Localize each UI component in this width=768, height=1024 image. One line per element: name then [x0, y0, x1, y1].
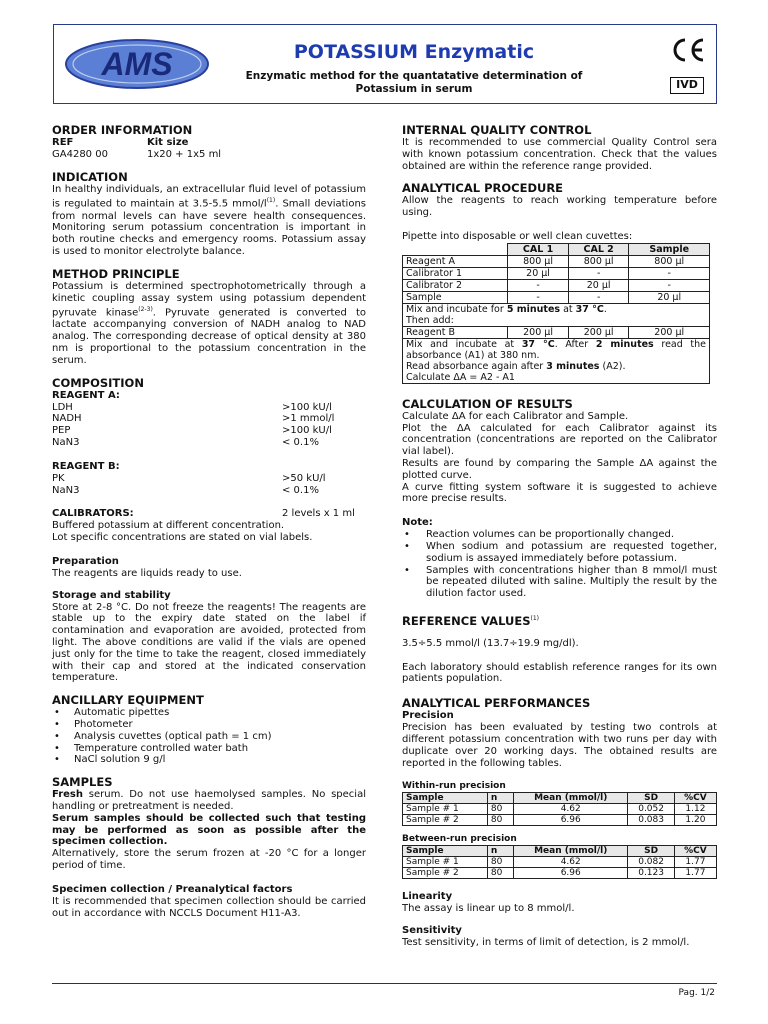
table-row: Sample # 1 80 4.62 0.082 1.77	[403, 857, 717, 868]
reagent-a-label: REAGENT A:	[52, 389, 120, 401]
collection-heading: Specimen collection / Preanalytical factors	[52, 883, 293, 895]
note-label: Note:	[402, 517, 433, 529]
table-row: Sample # 1 80 4.62 0.052 1.12	[403, 804, 717, 815]
between-run-table	[402, 845, 717, 879]
samples-fresh-text: Fresh serum. Do not use haemolysed samples. No special handling or pretreatment is needed.	[52, 789, 366, 812]
subtitle-line-1: Enzymatic method for the quantatative determination of	[245, 70, 583, 82]
ancillary-list	[52, 707, 366, 766]
ams-logo	[64, 38, 210, 90]
method-heading: METHOD PRINCIPLE	[52, 266, 180, 281]
preparation-heading: Preparation	[52, 555, 119, 567]
sensitivity-text: Test sensitivity, in terms of limit of detection, is 2 mmol/l.	[402, 937, 690, 949]
storage-heading: Storage and stability	[52, 589, 171, 601]
table-row: Calibrator 2 - 20 µl -	[403, 279, 710, 291]
samples-heading: SAMPLES	[52, 775, 113, 790]
performances-heading: ANALYTICAL PERFORMANCES	[402, 696, 591, 711]
table-row: Mix and incubate for 5 minutes at 37 °C. Then add:	[403, 303, 710, 326]
preparation-text: The reagents are liquids ready to use.	[52, 567, 242, 579]
document-header	[53, 24, 717, 104]
table-row: Sample # 2 80 6.96 0.123 1.77	[403, 868, 717, 879]
procedure-text: Allow the reagents to reach working temperature before using.	[402, 195, 717, 219]
kit-size-label: Kit size	[147, 137, 189, 148]
list-item: • Reaction volumes can be proportionally changed.	[402, 529, 717, 541]
table-row: Mix and incubate at 37 °C. After 2 minutes read the absorbance (A1) at 380 nm. Read absorbance again after 3 minutes (A2). Calculate ΔA = A2 - A1	[403, 338, 710, 383]
left-column	[52, 124, 366, 919]
subtitle-line-2: Potassium in serum	[355, 83, 473, 95]
ref-value: GA4280 00	[52, 148, 108, 160]
list-item: • Samples with concentrations higher than 8 mmol/l must be repeated diluted with saline. Multiply the result by the dilution factor used.	[402, 565, 717, 600]
calibrators-line-1: Buffered potassium at different concentration.	[52, 520, 285, 532]
within-run-table	[402, 792, 717, 826]
precision-label: Precision	[402, 710, 454, 722]
logo-text: AMS	[101, 46, 173, 82]
indication-text: In healthy individuals, an extracellular fluid level of potassium is regulated to maintain at 3.5-5.5 mmol/$l^{(1)}$. Small deviations from normal levels can have severe health consequences. Monitoring serum potassium concentration is important in both routine checks and emergency rooms. Potassium assay is used to monitor electrolyte balance.	[52, 183, 367, 257]
iqc-heading: INTERNAL QUALITY CONTROL	[402, 123, 592, 137]
procedure-heading: ANALYTICAL PROCEDURE	[402, 181, 564, 196]
table-row: Reagent B 200 µl 200 µl 200 µl	[403, 326, 710, 338]
within-run-label: Within-run precision	[402, 781, 506, 792]
ancillary-heading: ANCILLARY EQUIPMENT	[52, 693, 204, 708]
document-title: POTASSIUM Enzymatic	[293, 41, 535, 63]
footer-divider	[52, 983, 717, 984]
calc-p1: Calculate ΔA for each Calibrator and Sample.	[402, 410, 629, 422]
reference-heading: REFERENCE VALUES$^{(1)}$	[402, 613, 539, 628]
storage-text: Store at 2-8 °C. Do not freeze the reagents! The reagents are stable up to the expiry date stated on the label if contamination and evaporation are avoided, protected from light. The above conditions are valid if the vials are opened just only for the time to take the reagent, closed immediately with their cap and stored at the indicated conservation temperature.	[52, 601, 366, 684]
reference-value: 3.5÷5.5 mmol/l (13.7÷19.9 mg/dl).	[402, 637, 579, 649]
calc-p2: Plot the ΔA calculated for each Calibrator against its concentration (concentrations are reported on the Calibrator vial label).	[402, 422, 717, 458]
reference-text: Each laboratory should establish reference ranges for its own patients population.	[402, 661, 717, 685]
notes-list	[402, 529, 717, 600]
list-item: • Temperature controlled water bath	[52, 743, 366, 755]
table-row: Sample # 2 80 6.96 0.083 1.20	[403, 815, 717, 826]
reagent-a-list: LDH >100 kU/l NADH >1 mmol/l PEP >100 kU/l NaN3 < 0.1%	[52, 401, 335, 448]
calc-p4: A curve fitting system software it is suggested to achieve more precise results.	[402, 481, 717, 505]
calibrators-line-2: Lot specific concentrations are stated on vial labels.	[52, 531, 313, 543]
calculation-heading: CALCULATION OF RESULTS	[402, 396, 573, 411]
list-item: • Automatic pipettes	[52, 707, 366, 719]
precision-text: Precision has been evaluated by testing two controls at different potassium concentration with two runs per day with duplicate over 20 working days. The obtained results are reported in the following tables.	[402, 722, 717, 769]
indication-heading: INDICATION	[52, 169, 128, 184]
linearity-label: Linearity	[402, 891, 453, 903]
method-text: Potassium is determined spectrophotometrically through a kinetic coupling assay system using potassium dependent pyruvate kinase$^{(2-3)}$. Pyruvate generated is converted to lactate accompanying conversion of NADH analog to NAD analog. The corresponding decrease of optical density at 380 nm is proportional to the potassium concentration in the serum.	[52, 280, 366, 366]
linearity-text: The assay is linear up to 8 mmol/l.	[402, 903, 575, 915]
calibrators-row: CALIBRATORS: 2 levels x 1 ml	[52, 508, 355, 520]
sensitivity-label: Sensitivity	[402, 925, 462, 937]
right-column	[402, 124, 717, 949]
list-item: • When sodium and potassium are requested together, sodium is assayed immediately before potassium.	[402, 541, 717, 565]
iqc-text: It is recommended to use commercial Quality Control sera with known potassium concentration. Check that the values obtained are within the reference range provided.	[402, 137, 717, 172]
kit-size-value: 1x20 + 1x5 ml	[147, 148, 222, 160]
collection-text: It is recommended that specimen collection should be carried out in accordance with NCCLS Document H11-A3.	[52, 895, 366, 919]
samples-alt-text: Alternatively, store the serum frozen at -20 °C for a longer period of time.	[52, 848, 366, 871]
page-number: Pag. 1/2	[678, 988, 715, 998]
table-header-row: CAL 1 CAL 2 Sample	[403, 243, 710, 255]
pipette-text: Pipette into disposable or well clean cuvettes:	[402, 230, 633, 242]
samples-bold-text: Serum samples should be collected such that testing may be performed as soon as possible after the specimen collection.	[52, 812, 366, 848]
order-values	[52, 149, 366, 161]
table-row: Sample - - 20 µl	[403, 291, 710, 303]
table-header-row: Sample n Mean (mmol/l) SD %CV	[403, 846, 717, 857]
order-heading: ORDER INFORMATION	[52, 123, 193, 137]
table-row: Calibrator 1 20 µl - -	[403, 267, 710, 279]
document-subtitle	[219, 70, 609, 96]
calc-p3: Results are found by comparing the Sample ΔA against the plotted curve.	[402, 457, 717, 481]
list-item: • Analysis cuvettes (optical path = 1 cm)	[52, 731, 366, 743]
ivd-mark: IVD	[670, 77, 704, 94]
between-run-label: Between-run precision	[402, 834, 517, 845]
pipetting-table	[402, 243, 710, 384]
reagent-b-list: PK >50 kU/l NaN3 < 0.1%	[52, 472, 326, 496]
reagent-b-label: REAGENT B:	[52, 460, 120, 472]
list-item: • Photometer	[52, 719, 366, 731]
ref-label: REF	[52, 137, 74, 148]
table-row: Reagent A 800 µl 800 µl 800 µl	[403, 255, 710, 267]
order-labels	[52, 137, 366, 149]
composition-heading: COMPOSITION	[52, 375, 144, 390]
ce-mark	[669, 37, 707, 63]
list-item: • NaCl solution 9 g/l	[52, 754, 366, 766]
table-header-row: Sample n Mean (mmol/l) SD %CV	[403, 793, 717, 804]
